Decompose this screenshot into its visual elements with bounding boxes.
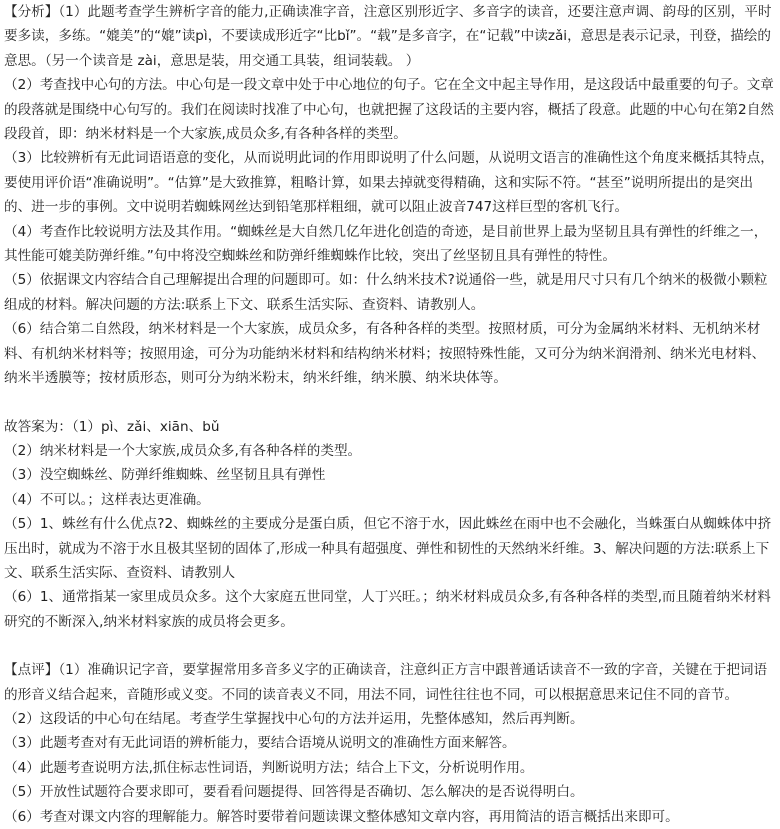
analysis-paragraph-1: 【分析】（1）此题考查学生辨析字音的能力,正确读准字音，注意区别形近字、多音字的读音，还要注意声调、韵母的区别，平时要多读，多练。“媲美”的“媲”读pì，不要读成形近字“比bǐ”。“载”是多音字，在“记载”中读zǎi，意思是表示记录，刊登，描绘的意思。（另一个读音是 zài，意思是装，用交通工具装，组词装载。 ） xyxy=(4,4,772,69)
analysis-paragraph-2: （2）考查找中心句的方法。中心句是一段文章中处于中心地位的句子。它在全文中起主导作用，是这段话中最重要的句子。文章的段落就是围绕中心句写的。我们在阅读时找准了中心句，也就把握了这段话的主要内容，概括了段意。此题的中心句在第2自然段段首，即：纳米材料是一个大家族,成员众多,有各种各样的类型。 xyxy=(4,77,774,143)
comment-paragraph-4: （4）此题考查说明方法,抓住标志性词语，判断说明方法；结合上下文，分析说明作用。 xyxy=(4,759,534,776)
answer-line-3: （3）没空蜘蛛丝、防弹纤维蜘蛛、丝坚韧且具有弹性 xyxy=(4,467,326,484)
analysis-paragraph-3: （3）比较辨析有无此词语语意的变化，从而说明此词的作用即说明了什么问题，从说明文语言的准确性这个角度来概括其特点，要使用评价语“准确说明”。“估算”是大致推算，粗略计算，如果去掉就变得精确，这和实际不符。“甚至”说明所提出的是突出的、进一步的事例。文中说明若蜘蛛网丝达到铅笔那样粗细，就可以阻止波音747这样巨型的客机飞行。 xyxy=(4,150,774,216)
comment-paragraph-1: 【点评】（1）准确识记字音，要掌握常用多音多义字的正确读音，注意纠正方言中跟普通话读音不一致的字音，关键在于把词语的形音义结合起来，音随形或义变。不同的读音表义不同，用法不同，词性往往也不同，可以根据意思来记住不同的音节。 xyxy=(4,662,768,703)
section-spacer xyxy=(0,391,780,415)
analysis-paragraph-4: （4）考查作比较说明方法及其作用。“蜘蛛丝是大自然几亿年进化创造的奇迹，是目前世界上最为坚韧且具有弹性的纤维之一，其性能可媲美防弹纤维。”句中将没空蜘蛛丝和防弹纤维蜘蛛作比较，突出了丝坚韧且具有弹性的特性。 xyxy=(4,223,768,265)
comment-paragraph-3: （3）此题考查对有无此词语的辨析能力，要结合语境从说明文的准确性方面来解答。 xyxy=(4,735,516,752)
answer-line-2: （2）纳米材料是一个大家族,成员众多,有各种各样的类型。 xyxy=(4,442,362,459)
comment-paragraph-5: （5）开放性试题符合要求即可，要看看问题提得、回答得是否确切、怎么解决的是否说得明白。 xyxy=(4,784,584,801)
comment-paragraph-6: （6）考查对课文内容的理解能力。解答时要带着问题读课文整体感知文章内容，再用简洁的语言概括出来即可。 xyxy=(4,808,679,825)
section-spacer xyxy=(0,634,780,658)
analysis-paragraph-6: （6）结合第二自然段，纳米材料是一个大家族，成员众多，有各种各样的类型。按照材质，可分为金属纳米材料、无机纳米材料、有机纳米材料等；按照用途，可分为功能纳米材料和结构纳米材料；按照特殊性能，又可分为纳米润滑剂、纳米光电材料、纳米半透膜等；按材质形态，则可分为纳米粉末，纳米纤维，纳米膜、纳米块体等。 xyxy=(4,321,766,387)
answer-section xyxy=(0,415,780,635)
analysis-paragraph-5: （5）依据课文内容结合自己理解提出合理的问题即可。如：什么纳米技术?说通俗一些，就是用尺寸只有几个纳米的极微小颗粒组成的材料。解决问题的方法:联系上下文、联系生活实际、查资料、请教别人。 xyxy=(4,272,768,313)
analysis-section xyxy=(0,0,780,391)
answer-line-4: （4）不可以。；这样表达更准确。 xyxy=(4,491,210,508)
answer-line-6: （6）1、通常指某一家里成员众多。这个大家庭五世同堂，人丁兴旺。；纳米材料成员众多,有各种各样的类型,而且随着纳米材料研究的不断深入,纳米材料家族的成员将会更多。 xyxy=(4,589,771,630)
comment-section xyxy=(0,658,780,829)
answer-line-1: 故答案为：（1）pì、zǎi、xiān、bǔ xyxy=(4,418,220,435)
comment-paragraph-2: （2）这段话的中心句在结尾。考查学生掌握找中心句的方法并运用，先整体感知，然后再判断。 xyxy=(4,710,584,727)
answer-line-5: （5）1、蛛丝有什么优点?2、蜘蛛丝的主要成分是蛋白质，但它不溶于水，因此蛛丝在雨中也不会融化，当蛛蛋白从蜘蛛体中挤压出时，就成为不溶于水且极其坚韧的固体了,形成一种具有超强度、弹性和韧性的天然纳米纤维。3、解决问题的方法:联系上下文、联系生活实际、查资料、请教别人 xyxy=(4,516,772,581)
